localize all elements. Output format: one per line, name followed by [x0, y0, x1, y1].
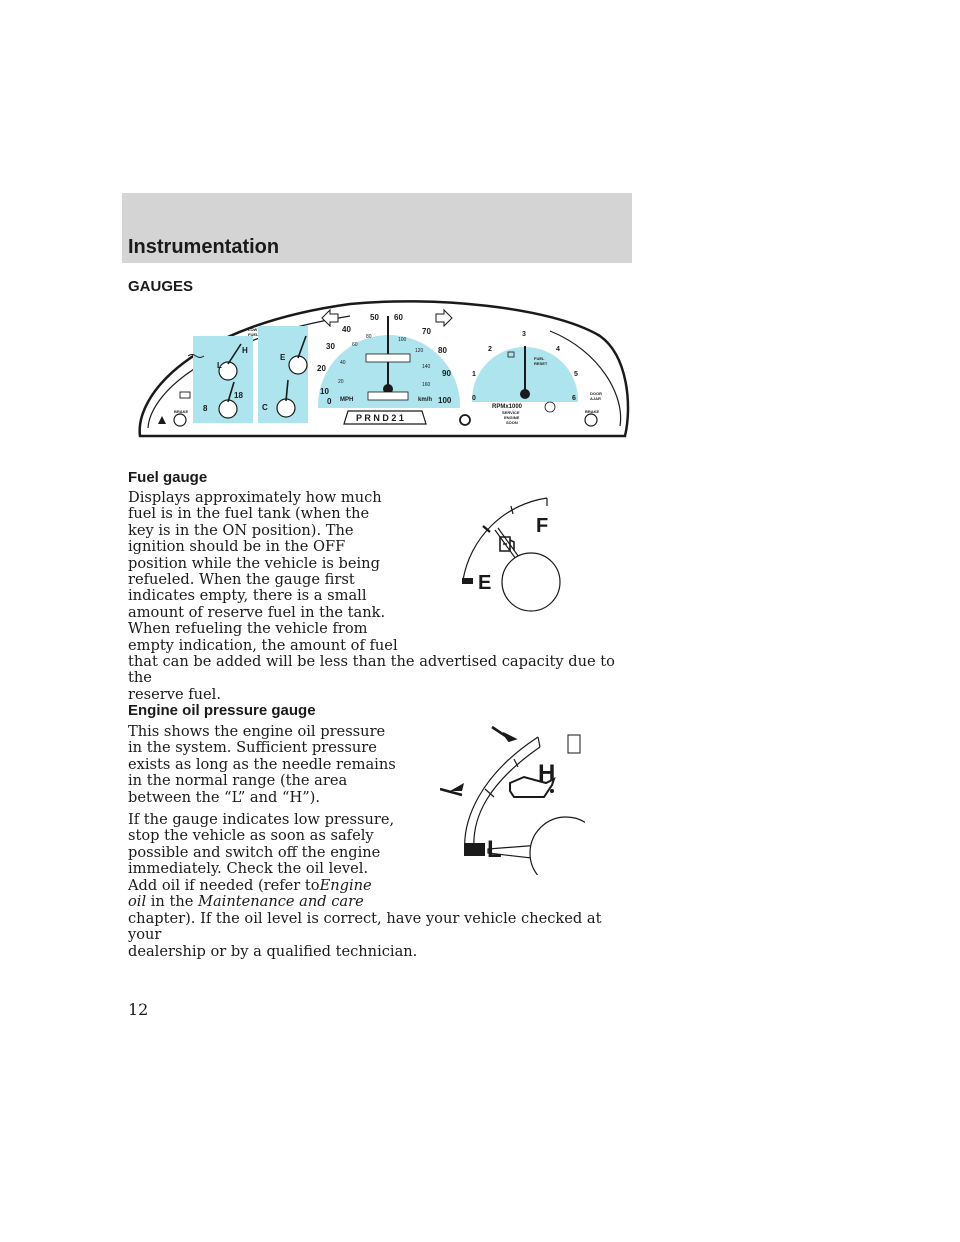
instrument-cluster-illustration: [130, 296, 632, 440]
brake-label-right: BRAKE: [585, 409, 600, 414]
kmh-tick: 140: [422, 364, 431, 370]
high-letter: H: [538, 760, 556, 787]
speed-tick: 90: [442, 369, 451, 378]
engine-oil-ref-1: Engine: [319, 876, 372, 894]
fuel-gauge-text: [128, 490, 408, 654]
mph-label: MPH: [340, 397, 354, 403]
rpm-tick: 4: [556, 346, 560, 353]
service-engine-line: SERVICE: [502, 410, 520, 415]
oil-needle-hub: [530, 817, 585, 875]
text-line: immediately. Check the oil level.: [128, 860, 369, 878]
maintenance-ref: Maintenance and care: [198, 893, 364, 911]
fuel-empty-letter: E: [280, 353, 286, 362]
low-fuel-line: FUEL: [248, 332, 259, 337]
low-fuel-line: LOW: [248, 327, 258, 332]
speed-tick: 30: [326, 342, 335, 351]
text-line: chapter). If the oil level is correct, have your vehicle checked at your: [128, 910, 602, 944]
text-line: [128, 878, 418, 894]
text-line: key is in the ON position). The: [128, 521, 354, 539]
text-line: indicates empty, there is a small: [128, 587, 367, 605]
text-line: stop the vehicle as soon as safely: [128, 827, 374, 845]
page-title: Instrumentation: [128, 236, 280, 258]
fuel-mini-knob: [289, 356, 307, 374]
text-line: reserve fuel.: [128, 685, 221, 703]
rpm-tick: 2: [488, 346, 492, 353]
text-line: possible and switch off the engine: [128, 843, 381, 861]
text-line: amount of reserve fuel in the tank.: [128, 603, 386, 621]
text-line: When refueling the vehicle from: [128, 620, 368, 638]
oil-low-letter: L: [217, 361, 222, 370]
volt-high-number: 18: [234, 391, 243, 400]
speed-tick: 80: [438, 346, 447, 355]
kmh-label: km/h: [418, 397, 433, 403]
speed-tick: 70: [422, 327, 431, 336]
kmh-tick: 80: [366, 334, 372, 340]
door-ajar-line: DOOR: [590, 391, 602, 396]
door-ajar-line: AJAR: [590, 396, 601, 401]
kmh-tick: 40: [340, 360, 346, 366]
fuel-reset-line: FUEL: [534, 356, 545, 361]
speed-tick: 40: [342, 325, 351, 334]
low-letter: L: [487, 836, 502, 863]
empty-marker: [462, 578, 473, 584]
kmh-tick: 100: [398, 337, 407, 343]
speed-tick: 50: [370, 313, 379, 322]
speed-tick: 60: [394, 313, 403, 322]
prnd-text: P R N D 2 1: [356, 413, 404, 423]
empty-letter: E: [478, 572, 492, 594]
high-marker: [568, 735, 580, 753]
add-oil-prefix: Add oil if needed (refer to: [128, 876, 320, 894]
text-line: ignition should be in the OFF: [128, 538, 346, 556]
rpm-tick: 6: [572, 395, 576, 402]
oil-gauge-para2-cont: [128, 911, 628, 960]
tripmeter: [368, 392, 408, 400]
text-line: Displays approximately how much: [128, 489, 382, 506]
rpm-tick: 1: [472, 371, 476, 378]
text-line: fuel is in the fuel tank (when the: [128, 505, 370, 523]
text-line: [128, 894, 418, 910]
text-line: This shows the engine oil pressure: [128, 723, 386, 740]
fuel-gauge-text-cont: [128, 654, 628, 703]
oil-pressure-gauge-figure: [440, 725, 585, 875]
kmh-tick: 20: [338, 379, 344, 385]
kmh-tick: 120: [415, 348, 424, 354]
temp-mini-knob: [277, 399, 295, 417]
kmh-tick: 160: [422, 382, 431, 388]
text-line: refueled. When the gauge first: [128, 571, 355, 589]
oil-gauge-para2: [128, 812, 418, 910]
text-line: dealership or by a qualified technician.: [128, 942, 418, 960]
section-heading: GAUGES: [128, 278, 194, 295]
rpm-label: RPMx1000: [492, 404, 523, 410]
text-line: If the gauge indicates low pressure,: [128, 811, 395, 828]
text-line: that can be added will be less than the advertised capacity due to the: [128, 653, 615, 687]
fuel-gauge-figure: [455, 492, 575, 612]
fuel-reset-line: RESET: [534, 361, 548, 366]
speed-tick: 10: [320, 387, 329, 396]
volt-low-number: 8: [203, 404, 208, 413]
rpm-tick: 3: [522, 331, 526, 338]
oil-gauge-para1: [128, 724, 408, 806]
voltmeter-mini-knob: [219, 400, 237, 418]
speed-tick: 20: [317, 364, 326, 373]
temp-cold-letter: C: [262, 403, 268, 412]
oil-gauge-heading: Engine oil pressure gauge: [128, 702, 316, 719]
oil-high-letter: H: [242, 346, 248, 355]
text-line: position while the vehicle is being: [128, 554, 380, 572]
brake-label-left: BRAKE: [174, 409, 189, 414]
full-letter: F: [536, 515, 549, 537]
text-line: in the normal range (the area: [128, 772, 348, 790]
odometer: [366, 354, 410, 362]
fuel-gauge-heading: Fuel gauge: [128, 469, 208, 486]
rpm-tick: 5: [574, 371, 578, 378]
kmh-tick: 60: [352, 342, 358, 348]
text-line: empty indication, the amount of fuel: [128, 636, 398, 654]
service-engine-line: SOON: [506, 420, 518, 425]
text-line: exists as long as the needle remains: [128, 755, 396, 773]
text-line: between the “L” and “H”).: [128, 788, 320, 806]
low-pointer-arrow: [450, 783, 464, 791]
service-engine-line: ENGINE: [504, 415, 520, 420]
engine-oil-ref-2: oil: [128, 893, 147, 911]
text-line: in the system. Sufficient pressure: [128, 739, 377, 757]
speed-tick: 100: [438, 396, 452, 405]
in-the-text: in the: [150, 893, 194, 911]
low-marker: [464, 843, 485, 856]
rpm-tick: 0: [472, 395, 476, 402]
speed-tick: 0: [327, 397, 332, 406]
fuel-needle-hub: [502, 553, 560, 611]
page-number: 12: [128, 1000, 149, 1019]
